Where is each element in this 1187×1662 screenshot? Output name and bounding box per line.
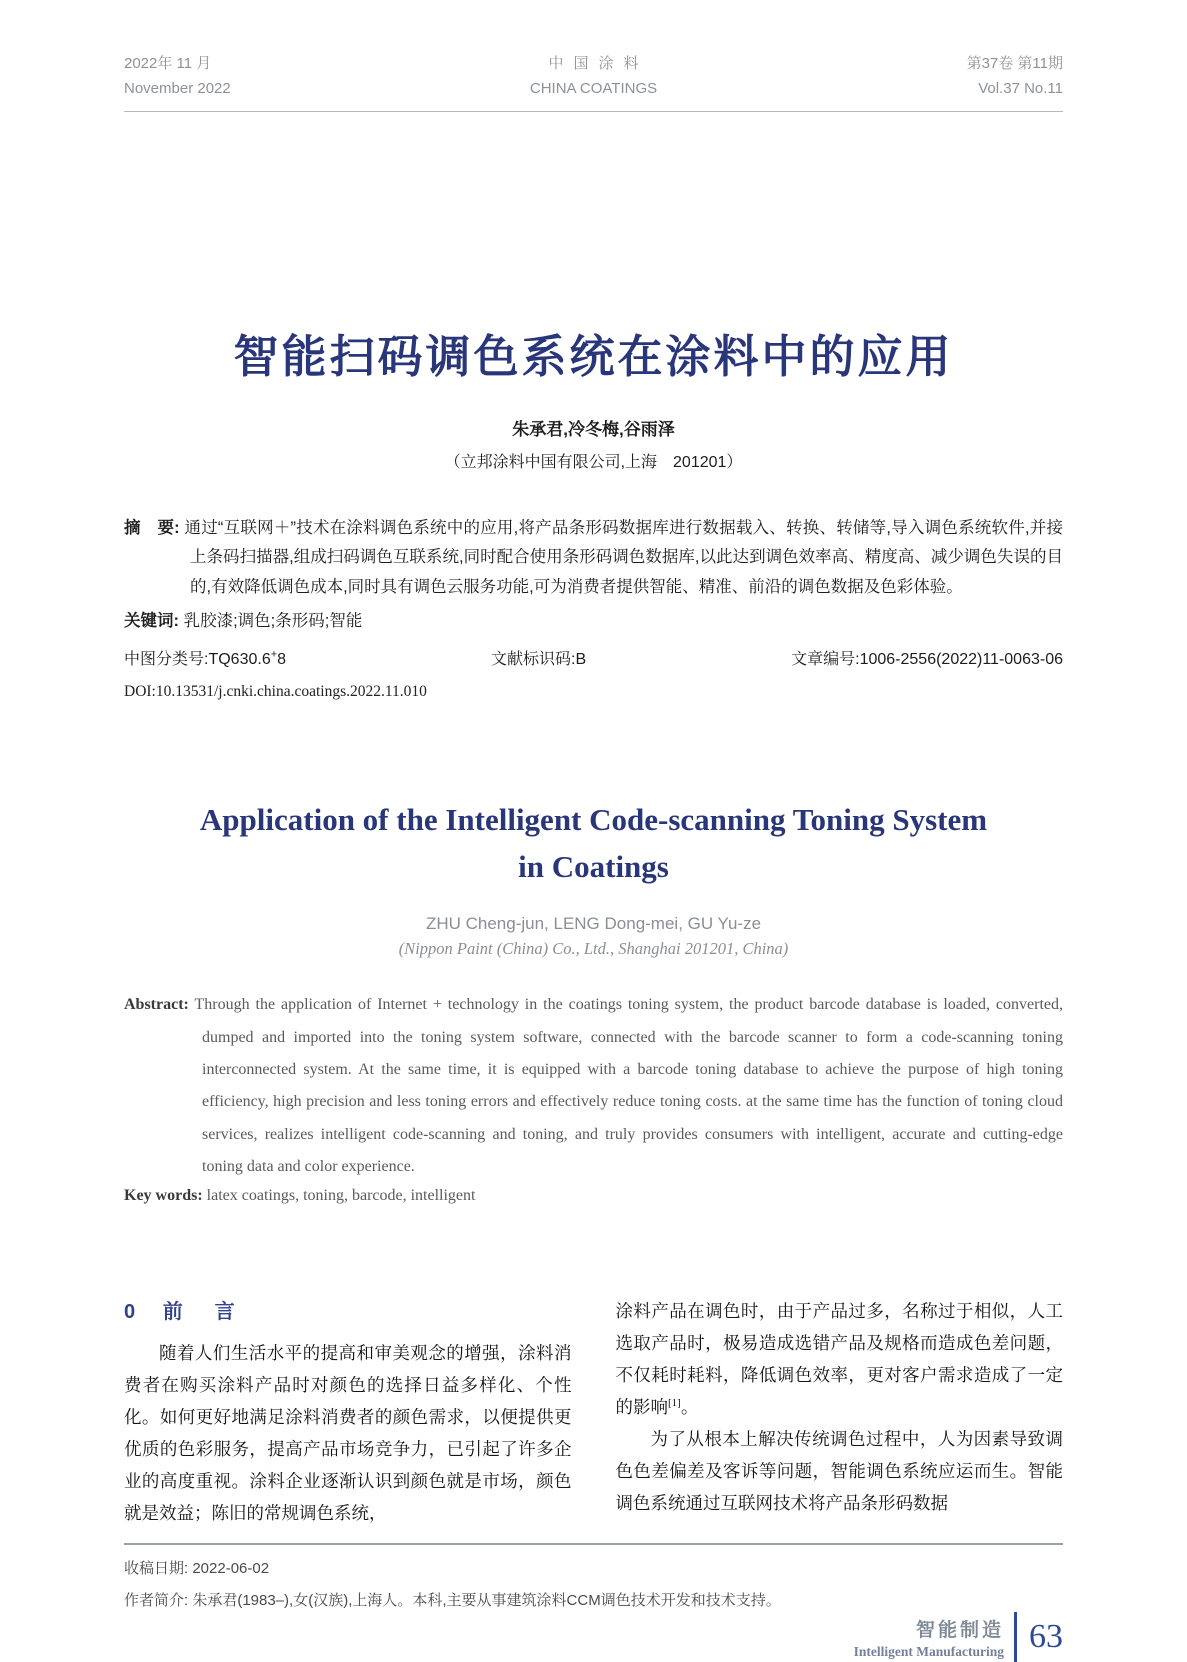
section-heading	[124, 1295, 572, 1324]
header-journal-zh: 中国涂料	[548, 55, 649, 72]
received-date-row	[124, 1558, 1063, 1581]
doi-line: DOI:10.13531/j.cnki.china.coatings.2022.11.010	[124, 683, 427, 701]
body-columns	[124, 1295, 1063, 1529]
keywords-zh-label: 关键词:	[124, 611, 179, 630]
page-footer	[124, 1612, 1063, 1662]
title-en-line2: in Coatings	[518, 848, 669, 884]
article-title-zh: 智能扫码调色系统在涂料中的应用	[233, 330, 954, 382]
footnotes	[124, 1545, 1063, 1612]
page-number: 63	[1029, 1618, 1063, 1656]
author-bio-row	[124, 1590, 1063, 1613]
clc-number	[124, 646, 286, 669]
keywords-zh-text: 乳胶漆;调色;条形码;智能	[183, 611, 363, 630]
title-en-line1: Application of the Intelligent Code-scanning Toning System	[199, 802, 988, 838]
keywords-en	[124, 1187, 1063, 1205]
article-meta-row	[124, 646, 1063, 669]
section-title: 前 言	[162, 1301, 241, 1324]
keywords-zh	[124, 607, 1063, 637]
abstract-en-label: Abstract:	[124, 996, 189, 1014]
header-date-block	[124, 52, 437, 102]
keywords-en-text: latex coatings, toning, barcode, intelligent	[206, 1187, 476, 1205]
article-title-en	[124, 797, 1063, 890]
keywords-en-label: Key words:	[124, 1187, 203, 1205]
footer-column-en: Intelligent Manufacturing	[853, 1643, 1004, 1659]
footer-column-name	[854, 1615, 1014, 1660]
authors-en: ZHU Cheng-jun, LENG Dong-mei, GU Yu-ze	[425, 914, 762, 934]
clc-label: 中图分类号:	[124, 651, 209, 669]
body-paragraph-right-1	[616, 1295, 1064, 1423]
abstract-zh-text: 通过“互联网＋”技术在涂料调色系统中的应用,将产品条形码数据库进行数据载入、转换、转储等,导入调色系统软件,并接上条码扫描器,组成扫码调色互联系统,同时配合使用条形码调色数据库,以此达到调色效率高、精度高、减少调色失误的目的,有效降低调色成本,同时具有调色云服务功能,可为消费者提供智能、精准、前沿的调色数据及色彩体验。	[184, 518, 1063, 596]
header-journal-block	[437, 52, 750, 102]
clc-suffix: 8	[277, 651, 287, 669]
body-column-left	[124, 1295, 572, 1529]
clc-superscript: +	[270, 648, 278, 661]
document-code: 文献标识码:B	[491, 651, 587, 669]
header-journal-en: CHINA COATINGS	[529, 79, 658, 97]
abstract-zh-label: 摘 要:	[124, 518, 180, 537]
abstract-zh	[124, 514, 1063, 603]
article-number: 文章编号:1006-2556(2022)11-0063-06	[791, 651, 1063, 669]
header-issue-en: Vol.37 No.11	[978, 79, 1063, 97]
header-date-en: November 2022	[124, 79, 231, 97]
received-date-value: 2022-06-02	[192, 1560, 270, 1578]
header-date-zh: 2022年 11 月	[124, 55, 212, 72]
body-paragraph-right-2: 为了从根本上解决传统调色过程中，人为因素导致调色色差偏差及客诉等问题，智能调色系统应运而生。智能调色系统通过互联网技术将产品条形码数据	[615, 1429, 1063, 1514]
body-paragraph-right-1-text: 涂料产品在调色时，由于产品过多，名称过于相似，人工选取产品时，极易造成选错产品及规格而造成色差问题，不仅耗时耗料，降低调色效率，更对客户需求造成了一定的影响	[615, 1301, 1063, 1418]
header-issue-zh: 第37卷 第11期	[966, 55, 1063, 72]
body-paragraph-left: 随着人们生活水平的提高和审美观念的增强，涂料消费者在购买涂料产品时对颜色的选择日益多样化、个性化。如何更好地满足涂料消费者的颜色需求，以便提供更优质的色彩服务，提高产品市场竞争力，已引起了许多企业的高度重视。涂料企业逐渐认识到颜色就是市场，颜色就是效益；陈旧的常规调色系统，	[124, 1343, 572, 1524]
header-issue-block	[750, 52, 1063, 102]
author-bio-value: 朱承君(1983–),女(汉族),上海人。本科,主要从事建筑涂料CCM调色技术开发和技术支持。	[192, 1591, 781, 1609]
journal-header	[124, 52, 1063, 112]
affiliation-en: (Nippon Paint (China) Co., Ltd., Shanghai 201201, China)	[398, 939, 789, 959]
footer-column-zh: 智能制造	[915, 1619, 1004, 1641]
authors-zh: 朱承君,冷冬梅,谷雨泽	[512, 419, 675, 439]
received-date-label: 收稿日期:	[124, 1560, 189, 1578]
affiliation-zh: （立邦涂料中国有限公司,上海 201201）	[444, 453, 743, 471]
body-paragraph-right-1-end: 。	[680, 1397, 699, 1418]
body-column-right	[616, 1295, 1064, 1529]
abstract-en-text: Through the application of Internet + technology in the coatings toning system, the product barcode database is loaded, converted, dumped and imported into the toning system software, connected with the barcode scanner to form a code-scanning toning interconnected system. At the same time, it is equipped with a barcode toning database to achieve the purpose of high toning efficiency, high precision and less toning errors and effectively reduce toning costs. at the same time has the function of toning cloud services, realizes intelligent code-scanning and toning, and truly provides consumers with intelligent, accurate and cutting-edge toning data and color experience.	[194, 996, 1063, 1175]
section-number: 0	[124, 1301, 136, 1324]
clc-code: TQ630.6	[208, 651, 271, 669]
author-bio-label: 作者简介:	[124, 1591, 189, 1609]
reference-marker: [1]	[668, 1397, 681, 1410]
abstract-en	[124, 989, 1063, 1183]
